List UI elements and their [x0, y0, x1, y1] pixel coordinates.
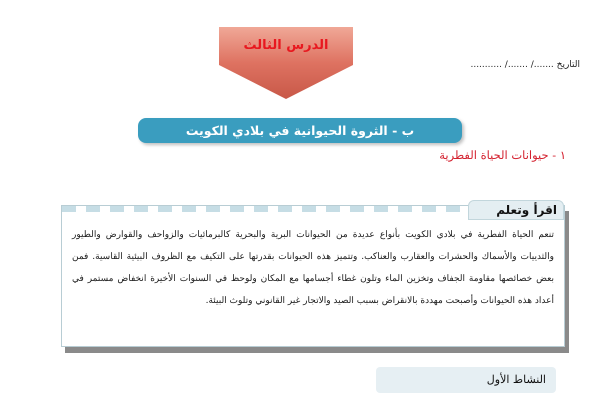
lesson-title: الدرس الثالث [243, 38, 329, 53]
date-line: التاريخ ......./ ......./ ........... [470, 60, 580, 70]
read-learn-tab: اقرأ وتعلم [468, 200, 564, 220]
section-heading: ١ - حيوانات الحياة الفطرية [439, 148, 566, 162]
topic-banner: ب - الثروة الحيوانية في بلادي الكويت [138, 118, 462, 143]
activity-label: النشاط الأول [376, 367, 556, 393]
panel-paragraph: تنعم الحياة الفطرية في بلادي الكويت بأنواع عديدة من الحيوانات البرية والبحرية كالبرمائيات والزواحف والقوارض والطيور والثدييات والأسماك والحشرات والعقارب والعناكب. وتتميز هذه الحيوانات بقدرتها على التكيف مع الظروف البيئية القاسية. فمن بعض خصائصها مقاومة الجفاف وتخزين الماء وتلون غطاء أجسامها مع المكان ولوحظ في السنوات الأخيرة انخفاض مستمر في أعداد هذه الحيوانات وأصبحت مهددة بالانقراض بسبب الصيد والاتجار غير القانوني وتلوث البيئة. [72, 230, 554, 306]
